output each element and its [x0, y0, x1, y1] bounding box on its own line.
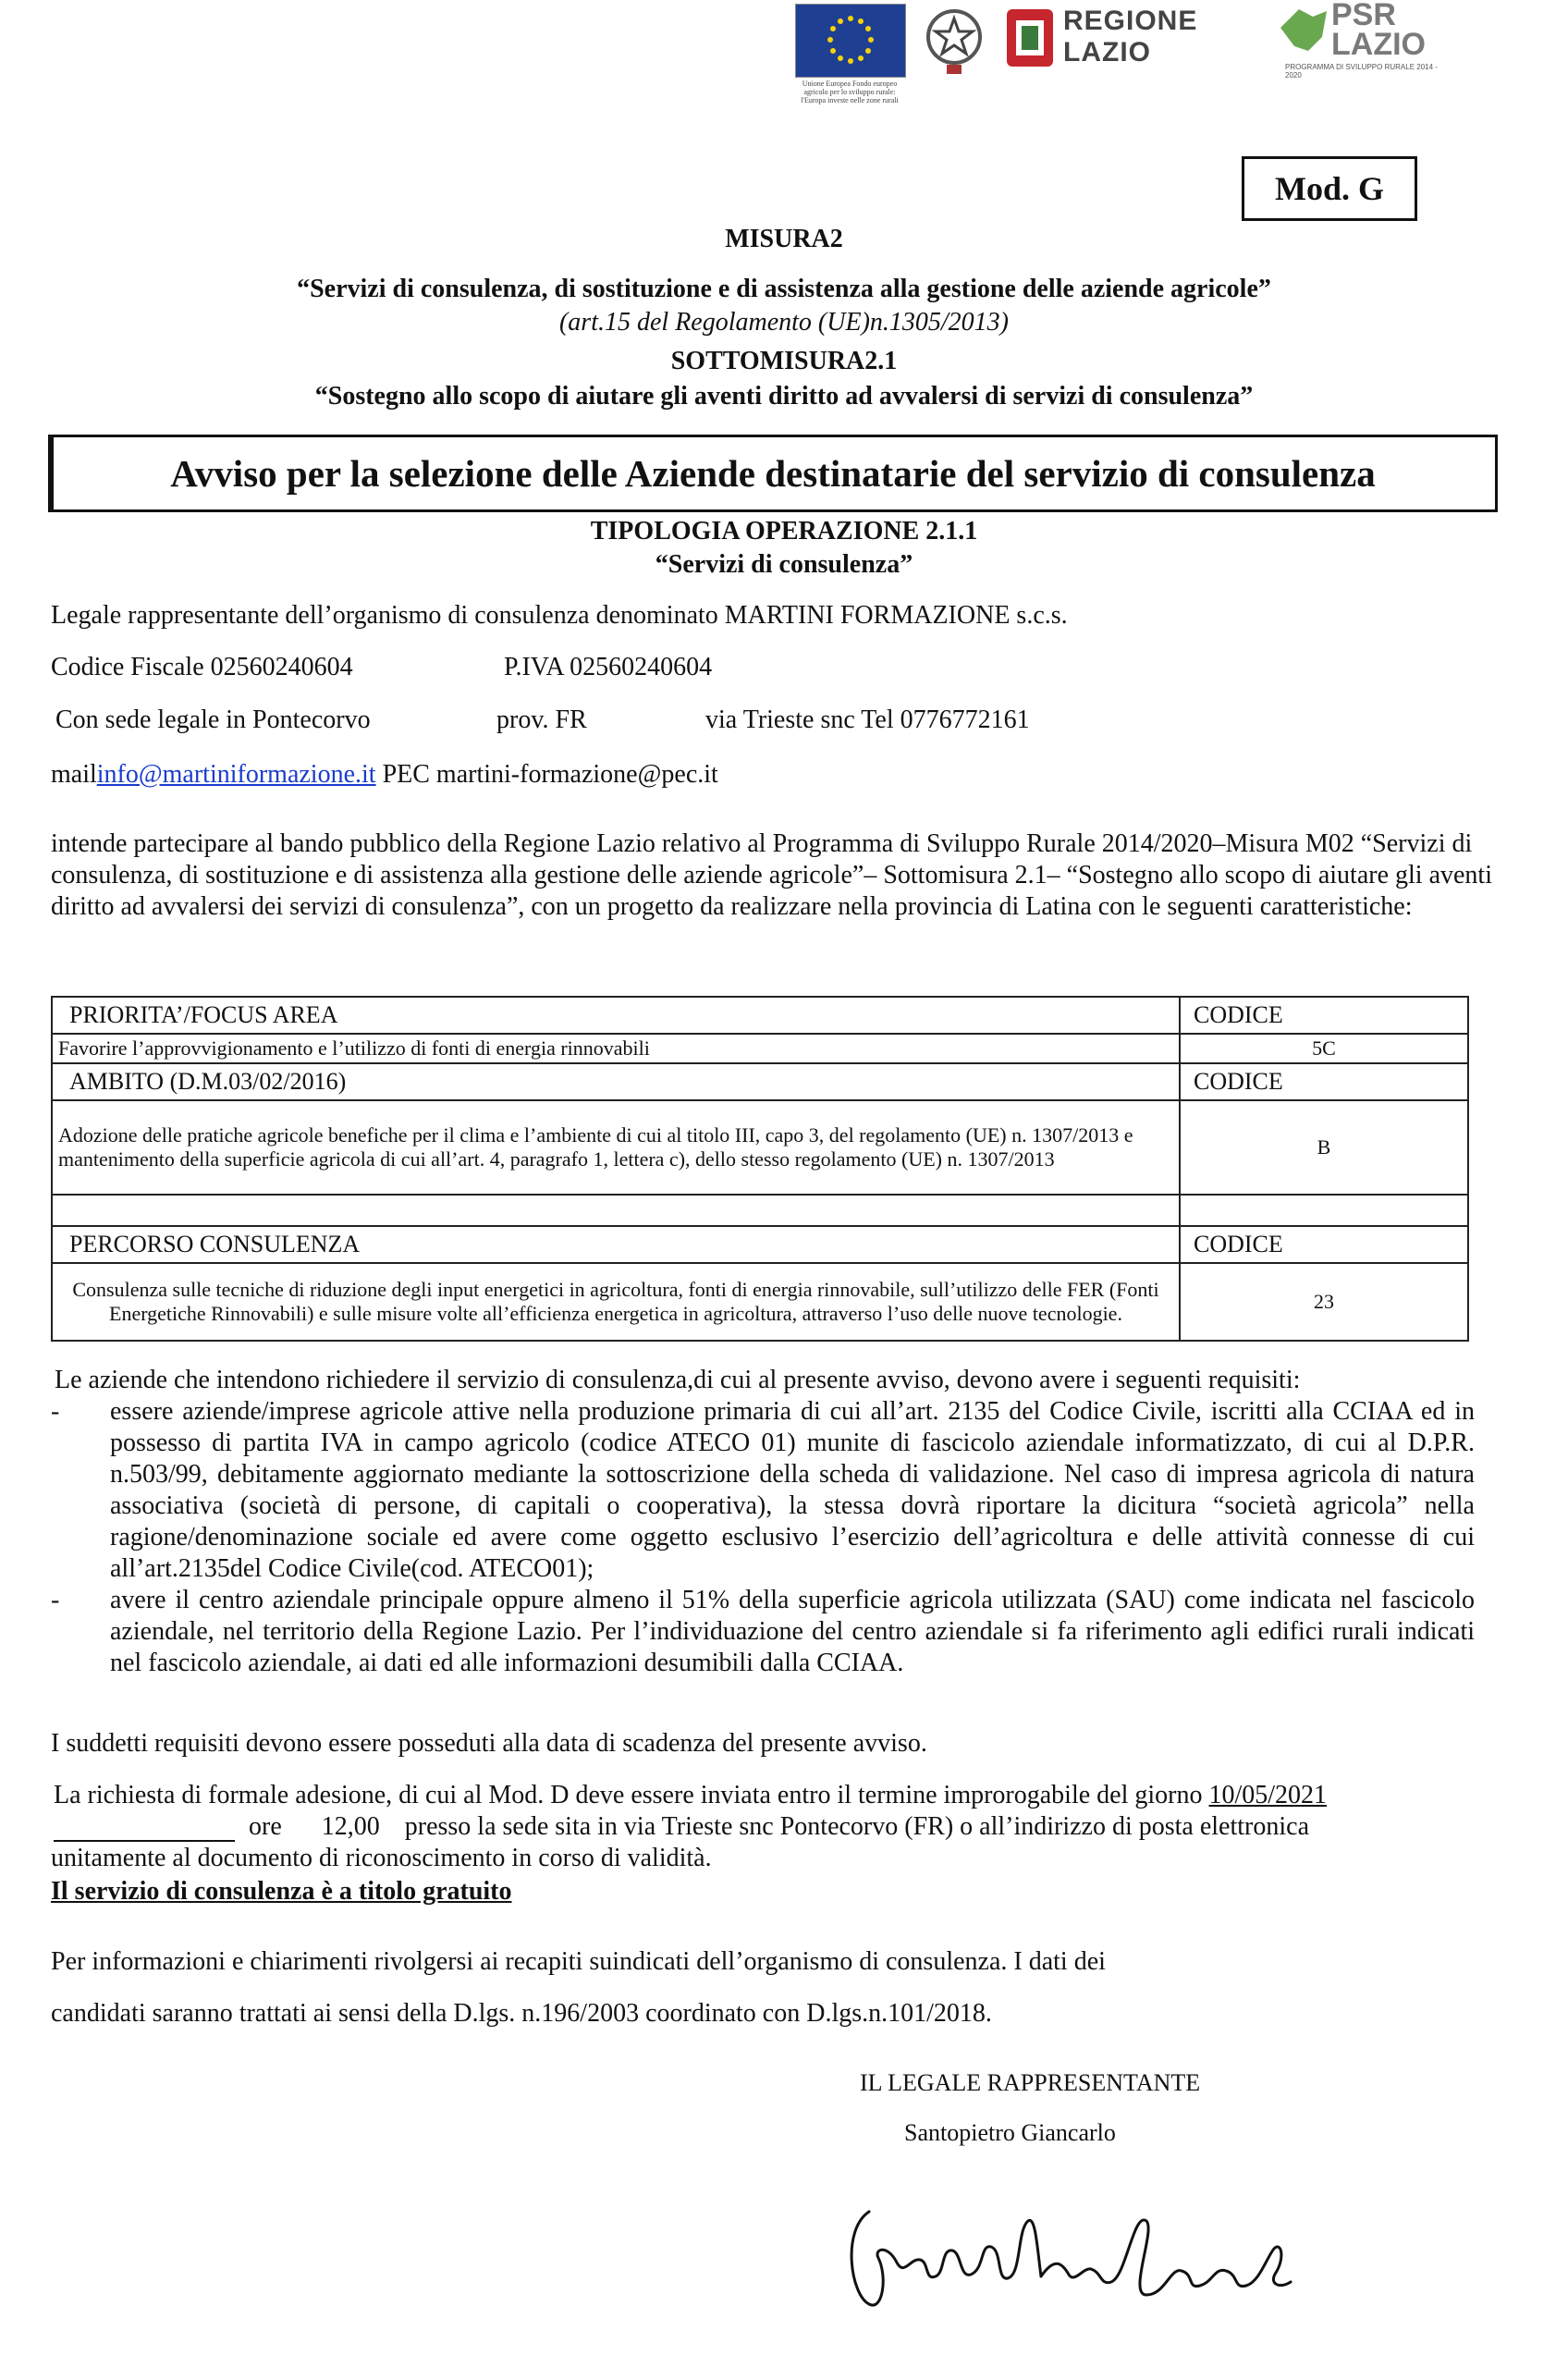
- ambito-code: B: [1180, 1100, 1468, 1195]
- sede-legale: Con sede legale in Pontecorvo: [55, 705, 371, 734]
- mail-label: mail: [51, 760, 97, 789]
- focus-area-header: PRIORITA’/FOCUS AREA: [52, 997, 1180, 1034]
- codice-header: CODICE: [1180, 997, 1468, 1034]
- focus-area-code: 5C: [1180, 1034, 1468, 1063]
- misura-title: MISURA2: [725, 225, 843, 253]
- list-item: [51, 1396, 1475, 1585]
- codice-fiscale: Codice Fiscale 02560240604: [51, 653, 353, 681]
- list-item: [51, 1585, 1475, 1679]
- table-row: [52, 1195, 1468, 1226]
- requisiti-intro: Le aziende che intendono richiedere il servizio di consulenza,di cui al presente avviso, devono avere i seguenti requisiti:: [55, 1366, 1301, 1394]
- codice-header: CODICE: [1180, 1226, 1468, 1263]
- percorso-header: PERCORSO CONSULENZA: [52, 1226, 1180, 1263]
- tipologia-description: “Servizi di consulenza”: [655, 550, 913, 579]
- richiesta-line-1: [54, 1781, 1327, 1810]
- header-logos: [795, 0, 1442, 125]
- ore-label: ore: [249, 1812, 282, 1841]
- blank-field: [54, 1820, 235, 1842]
- avviso-title: Avviso per la selezione delle Aziende destinatarie del servizio di consulenza: [170, 452, 1376, 495]
- ambito-description: Adozione delle pratiche agricole benefiche per il clima e l’ambiente di cui al titolo III, capo 3, del regolamento (UE) n. 1307/2013 e mantenimento della superficie agricola di cui all’art. 4, paragrafo 1, lettera c), dello stesso regolamento (UE) n. 1307/2013: [52, 1100, 1180, 1195]
- table-row: [52, 1034, 1468, 1063]
- regione-lazio-mark: [1003, 6, 1057, 70]
- richiesta-text: La richiesta di formale adesione, di cui al Mod. D deve essere inviata entro il termine improrogabile del giorno: [54, 1781, 1203, 1809]
- legale-rappresentante-line: Legale rappresentante dell’organismo di consulenza denominato MARTINI FORMAZIONE s.c.s.: [51, 601, 1068, 630]
- regione-lazio-logo: REGIONE LAZIO: [1063, 6, 1198, 67]
- requisito-1: essere aziende/imprese agricole attive nella produzione primaria di cui all’art. 2135 del Codice Civile, iscritti alla CCIAA ed in possesso di partita IVA in campo agricolo (codice ATECO 01) munite di fascicolo aziendale informatizzato, di cui al D.P.R. n.503/99, debitamente aggiornato mediante la sottoscrizione della scheda di validazione. Nel caso di impresa agricola di natura associativa (società di persone, di capitali o cooperativa), la stessa dovrà riportare la dicitura “società agricola” nella ragione/denominazione sociale ed avere come oggetto esclusivo l’esercizio dell’agricoltura e delle attività connesse di cui all’art.2135del Codice Civile(cod. ATECO01);: [110, 1397, 1475, 1583]
- table-row: [52, 997, 1468, 1034]
- via-telefono: via Trieste snc Tel 0776772161: [705, 705, 1030, 734]
- regolamento-ref: (art.15 del Regolamento (UE)n.1305/2013): [558, 308, 1010, 337]
- intro-paragraph: intende partecipare al bando pubblico della Regione Lazio relativo al Programma di Sviluppo Rurale 2014/2020–Misura M02 “Servizi di consulenza, di sostituzione e di assistenza alla gestione delle aziende agricole”– Sottomisura 2.1– “Sostegno allo scopo di aiutare gli aventi diritto ad avvalersi dei servizi di consulenza”, con un progetto da realizzare nella provincia di Latina con le seguenti caratteristiche:: [51, 829, 1492, 921]
- requisiti-posseduti: I suddetti requisiti devono essere posseduti alla data di scadenza del presente avviso.: [51, 1729, 927, 1758]
- firma-nome: Santopietro Giancarlo: [904, 2119, 1116, 2146]
- firma-ruolo: IL LEGALE RAPPRESENTANTE: [860, 2069, 1201, 2096]
- sottomisura-title: SOTTOMISURA2.1: [670, 347, 898, 375]
- pec-address: PEC martini-formazione@pec.it: [375, 760, 718, 789]
- email-link[interactable]: info@martiniformazione.it: [96, 760, 376, 789]
- eu-caption: Unione Europea Fondo europeo agricolo per lo sviluppo rurale: l'Europa investe nelle zone rurali: [801, 80, 899, 104]
- table-row: [52, 1063, 1468, 1100]
- requisiti-section: [51, 1365, 1475, 1679]
- percorso-description: Consulenza sulle tecniche di riduzione degli input energetici in agricoltura, fonti di energia rinnovabile, sull’utilizzo delle FER (Fonti Energetiche Rinnovabili) e sulle misure volte all’efficienza energetica in agricoltura, attraverso l’uso delle nuove tecnologie.: [52, 1263, 1180, 1341]
- table-row: [52, 1100, 1468, 1195]
- misura-description: “Servizi di consulenza, di sostituzione e di assistenza alla gestione delle aziende agricole”: [297, 275, 1271, 303]
- contatti-email: [51, 760, 718, 790]
- psr-lazio-logo: PSR LAZIO: [1331, 0, 1426, 62]
- sottomisura-description: “Sostegno allo scopo di aiutare gli aventi diritto ad avvalersi di servizi di consulenza”: [314, 382, 1254, 411]
- info-line-1: Per informazioni e chiarimenti rivolgersi ai recapiti suindicati dell’organismo di consulenza. I dati dei: [51, 1947, 1106, 1976]
- modulo-box: Mod. G: [1242, 156, 1417, 221]
- richiesta-line-2: [54, 1812, 1309, 1842]
- eu-flag-logo: [795, 4, 906, 78]
- scadenza-data: 10/05/2021: [1208, 1781, 1328, 1809]
- codice-header: CODICE: [1180, 1063, 1468, 1100]
- requisito-2: avere il centro aziendale principale oppure almeno il 51% della superficie agricola utilizzata (SAU) come indicata nel fascicolo aziendale, nel territorio della Regione Lazio. Per l’individuazione del centro aziendale si fa riferimento agli edifici rurali indicati nel fascicolo aziendale, ai dati ed alle informazioni desumibili dalla CCIAA.: [110, 1586, 1475, 1677]
- scadenza-ora: 12,00: [321, 1812, 380, 1841]
- psr-subtitle: PROGRAMMA DI SVILUPPO RURALE 2014 - 2020: [1285, 63, 1438, 80]
- richiesta-sede: presso la sede sita in via Trieste snc Pontecorvo (FR) o all’indirizzo di posta elettronica: [404, 1812, 1310, 1841]
- italian-emblem-logo: [925, 0, 984, 78]
- info-line-2: candidati saranno trattati ai sensi della D.lgs. n.196/2003 coordinato con D.lgs.n.101/2018.: [51, 1999, 992, 2028]
- list-bullet: -: [51, 1586, 60, 1614]
- empty-cell: [52, 1195, 1180, 1226]
- servizio-gratuito: Il servizio di consulenza è a titolo gratuito: [51, 1877, 512, 1906]
- richiesta-line-3: unitamente al documento di riconoscimento in corso di validità.: [51, 1844, 712, 1872]
- handwritten-signature: [832, 2193, 1313, 2323]
- caratteristiche-table: [51, 996, 1469, 1342]
- ambito-header: AMBITO (D.M.03/02/2016): [52, 1063, 1180, 1100]
- focus-area-description: Favorire l’approvvigionamento e l’utilizzo di fonti di energia rinnovabili: [52, 1034, 1180, 1063]
- list-bullet: -: [51, 1397, 60, 1426]
- table-row: [52, 1226, 1468, 1263]
- percorso-code: 23: [1180, 1263, 1468, 1341]
- provincia: prov. FR: [496, 705, 587, 734]
- table-row: [52, 1263, 1468, 1341]
- tipologia-title: TIPOLOGIA OPERAZIONE 2.1.1: [590, 517, 978, 546]
- empty-cell: [1180, 1195, 1468, 1226]
- partita-iva: P.IVA 02560240604: [504, 653, 713, 681]
